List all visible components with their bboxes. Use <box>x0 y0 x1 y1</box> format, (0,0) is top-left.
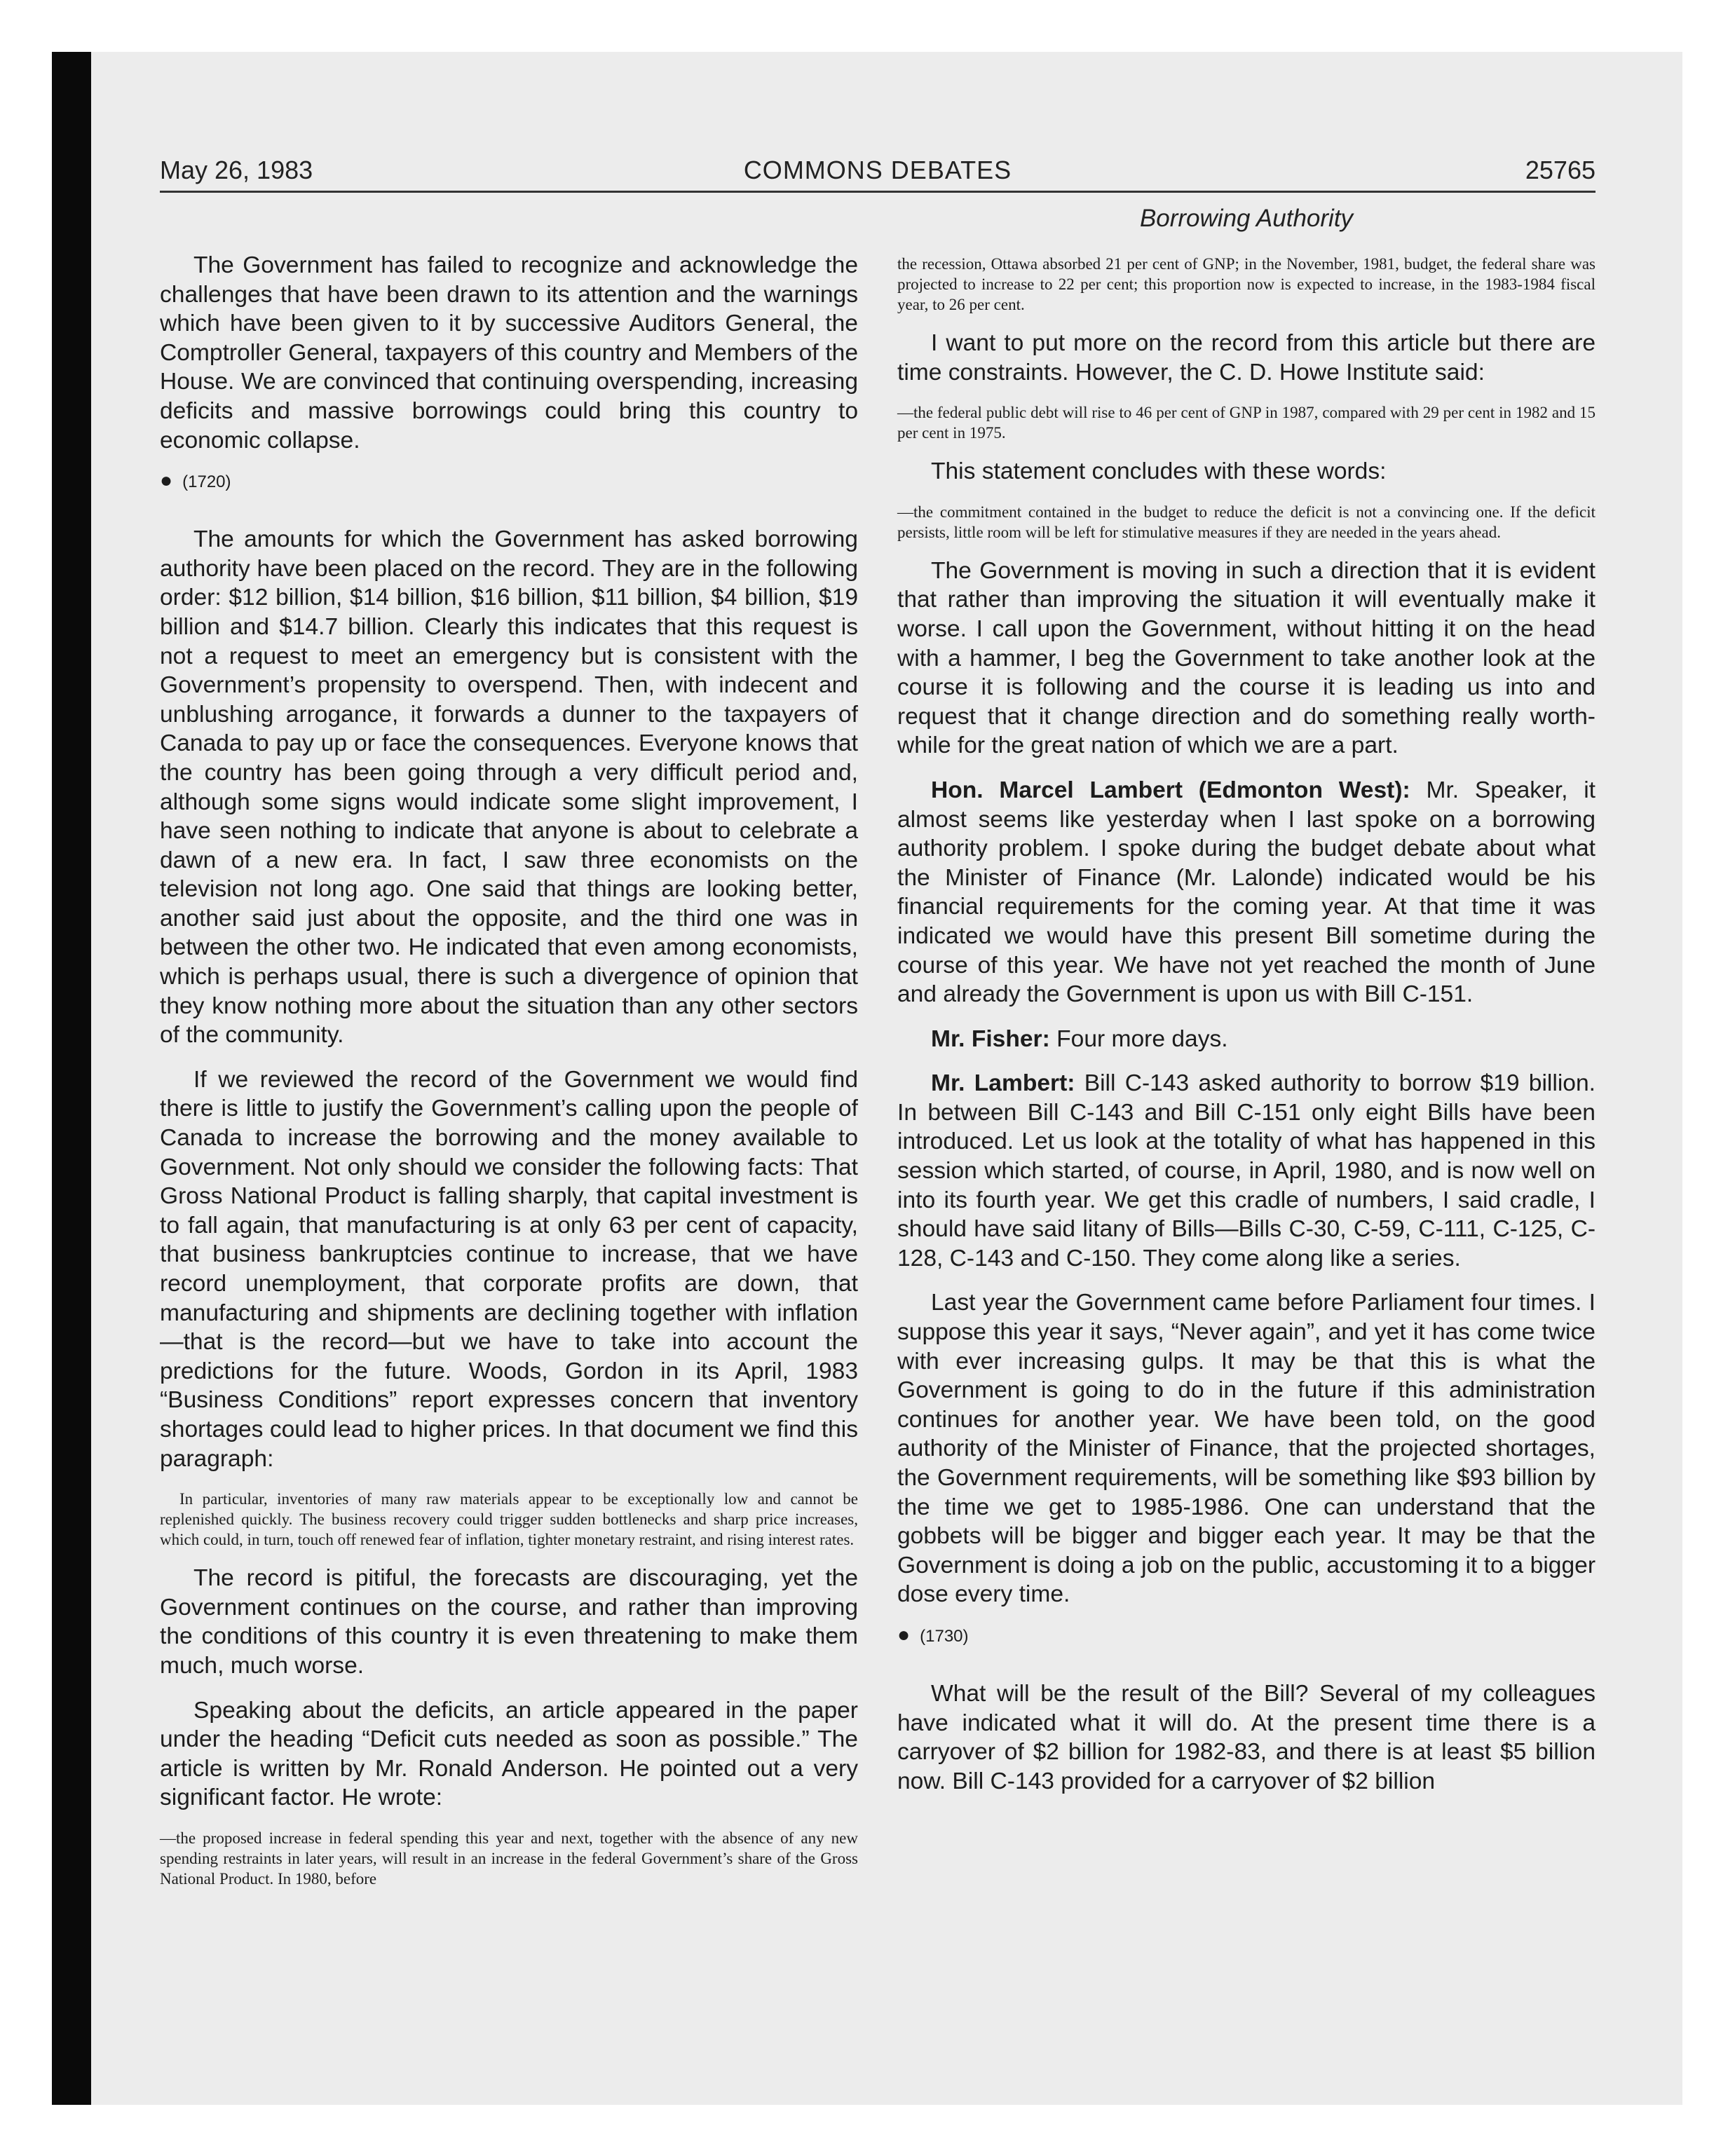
page-header <box>160 156 1595 191</box>
speaker-name: Mr. Fisher: <box>931 1025 1050 1052</box>
header-title: COMMONS DEBATES <box>743 156 1012 184</box>
paragraph: The Government is moving in such a direction that it is evident that rather than improving the situation it will eventually make it worse. I call upon the Government, without hitting it on the head with a hammer, I beg the Government to take another look at the course it is following and the course it is leading us into and request that it change direction and do something really worth-while for the great nation of which we are a part. <box>897 557 1595 759</box>
speaker-name: Hon. Marcel Lambert (Edmonton West): <box>931 777 1410 803</box>
speaker-name: Mr. Lambert: <box>931 1070 1075 1097</box>
running-head: Borrowing Authority <box>1139 205 1354 232</box>
paragraph: Last year the Government came before Parliament four times. I suppose this year it says, “Never again”, and yet it has come twice with ever increasing gulps. It may be that this is what the Government is going to do in the future if this administration continues for another year. We have been told, on the good authority of the Minister of Finance, that the projected shortages, the Government requirements, will be something like $93 billion by the time we get to 1985-1986. One can understand that the gobbets will be bigger and bigger each year. It may be that the Government is doing a job on the public, accustoming it to a bigger dose every time. <box>897 1290 1595 1608</box>
bullet-icon: ● <box>160 469 173 493</box>
paragraph: The record is pitiful, the forecasts are discouraging, yet the Government continues on the course, and rather than improving the conditions of this country it is even threatening to make them much, much worse. <box>160 1565 858 1679</box>
paragraph: If we reviewed the record of the Government we would find there is little to justify the Government’s calling upon the people of Canada to increase the borrowing and the money available to Government. Not only should we consider the following facts: That Gross National Product is falling sharply, that capital investment is to fall again, that manufacturing is at only 63 per cent of capacity, that business bankruptcies continue to increase, that we have record unemployment, that corporate profits are down, that manufacturing and shipments are declining together with inflation—that is the record—but we have to take into account the predictions for the future. Woods, Gordon in its April, 1983 “Business Conditions” report expresses concern that inventory shortages could lead to higher prices. In that document we find this paragraph: <box>160 1066 858 1472</box>
header-page-number: 25765 <box>1525 156 1595 184</box>
time-marker-label: (1720) <box>182 472 231 492</box>
time-marker <box>897 1625 1595 1647</box>
time-marker-label: (1730) <box>920 1626 969 1646</box>
block-quote: the recession, Ottawa absorbed 21 per cent of GNP; in the November, 1981, budget, the federal share was projected to increase to 22 per cent; this proportion now is expected to increase, in the 1983-1984 fiscal year, to 26 per cent. <box>897 255 1595 313</box>
paragraph: This statement concludes with these words: <box>931 458 1387 485</box>
right-column <box>897 254 1595 1811</box>
block-quote: In particular, inventories of many raw materials appear to be exceptionally low and cannot be replenished quickly. The business recovery could trigger sudden bottlenecks and sharp price increases, which could, in turn, touch off renewed fear of inflation, tighter monetary restraint, and rising interest rates. <box>160 1490 858 1549</box>
block-quote: —the proposed increase in federal spending this year and next, together with the absence of any new spending restraints in later years, will result in an increase in the federal Government’s share of the Gross National Product. In 1980, before <box>160 1829 858 1888</box>
speech-text: Four more days. <box>1056 1025 1228 1052</box>
paragraph: I want to put more on the record from this article but there are time constraints. However, the C. D. Howe Institute said: <box>897 330 1595 386</box>
speech-paragraph <box>897 1025 1595 1054</box>
left-column <box>160 251 858 1903</box>
header-rule <box>160 191 1595 193</box>
paragraph: The Government has failed to recognize and acknowledge the challenges that have been drawn to its attention and the warnings which have been given to it by successive Auditors General, the Comptroller General, taxpayers of this country and Members of the House. We are convinced that continuing overspending, increasing deficits and massive borrowings could bring this country to economic collapse. <box>160 252 858 453</box>
block-quote: —the federal public debt will rise to 46 per cent of GNP in 1987, compared with 29 per cent in 1982 and 15 per cent in 1975. <box>897 404 1595 442</box>
paragraph: What will be the result of the Bill? Several of my colleagues have indicated what it will do. At the present time there is a carryover of $2 billion for 1982-83, and there is at least $5 billion now. Bill C-143 provided for a carryover of $2 billion <box>897 1680 1595 1794</box>
speech-paragraph <box>897 1069 1595 1273</box>
paragraph: Speaking about the deficits, an article appeared in the paper under the heading “Deficit cuts needed as soon as possible.” The article is written by Mr. Ronald Anderson. He pointed out a very significant factor. He wrote: <box>160 1697 858 1811</box>
speech-paragraph <box>897 776 1595 1009</box>
speech-text: Bill C-143 asked authority to borrow $19 billion. In between Bill C-143 and Bill C-151 only eight Bills have been introduced. Let us look at the totality of what has happened in this session which started, of course, in April, 1980, and is now well on into its fourth year. We get this cradle of numbers, I said cradle, I should have said litany of Bills—Bills C-30, C-59, C-111, C-125, C-128, C-143 and C-150. They come along like a series. <box>897 1070 1595 1271</box>
block-quote: —the commitment contained in the budget to reduce the deficit is not a convincing one. If the deficit persists, little room will be left for stimulative measures if they are needed in the years ahead. <box>897 503 1595 541</box>
header-date: May 26, 1983 <box>160 156 313 184</box>
time-marker <box>160 470 858 493</box>
scan-edge-bar <box>52 52 91 2105</box>
speech-text: Mr. Speaker, it almost seems like yesterday when I last spoke on a borrowing authority problem. I spoke during the budget debate about what the Minister of Finance (Mr. Lalonde) indicated would be his financial requirements for the coming year. At that time it was indicated we would have this present Bill sometime during the course of this year. We have not yet reached the month of June and already the Government is upon us with Bill C-151. <box>897 777 1595 1008</box>
bullet-icon: ● <box>897 1623 911 1646</box>
paragraph: The amounts for which the Government has asked borrowing authority have been placed on the record. They are in the following order: $12 billion, $14 billion, $16 billion, $11 billion, $4 billion, $19 billion and $14.7 billion. Clearly this indicates that this request is not a request to meet an emergency but is consistent with the Government’s propensity to overspend. Then, with indecent and unblushing arrogance, it forwards a dunner to the taxpayers of Canada to pay up or face the consequences. Everyone knows that the country has been going through a very difficult period and, although some signs would indicate some slight improvement, I have seen nothing to indicate that anyone is about to celebrate a dawn of a new era. In fact, I saw three economists on the television not long ago. One said that things are looking better, another said just about the opposite, and the third one was in between the other two. He indicated that even among economists, which is perhaps usual, there is such a divergence of opinion that they know nothing more about the situation than any other sectors of the community. <box>160 526 858 1049</box>
